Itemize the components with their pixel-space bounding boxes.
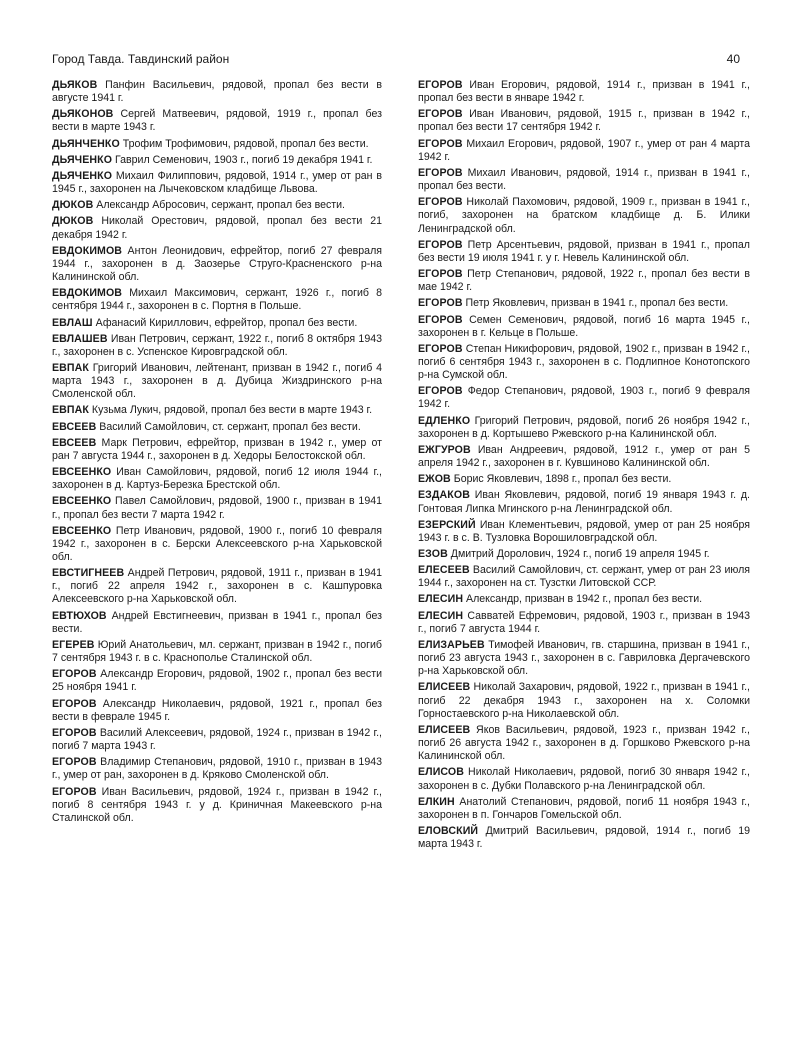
entry-details: Петр Яковлевич, призван в 1941 г., пропал без вести. — [462, 297, 729, 310]
entry-details: Семен Семенович, рядовой, погиб 16 марта 1945 г., захоронен в г. Кельце в Польше. — [418, 313, 750, 339]
entry-details: Гаврил Семенович, 1903 г., погиб 19 декабря 1941 г. — [112, 153, 373, 166]
entry-details: Петр Арсентьевич, рядовой, призван в 1941 г., пропал без вести 19 июля 1941 г. у г. Невель Калининской обл. — [418, 238, 750, 264]
list-item — [418, 138, 750, 164]
entry-surname: ЕЛЕСИН — [418, 593, 464, 606]
entry-surname: ЕЛЕСИН — [418, 609, 464, 622]
page-number: 40 — [726, 52, 740, 66]
entry-surname: ЕВСЕЕНКО — [52, 495, 112, 508]
list-item — [418, 297, 750, 310]
list-item — [52, 437, 382, 463]
entry-surname: ЕЛИЗАРЬЕВ — [418, 638, 485, 651]
entry-details: Дмитрий Васильевич, рядовой, 1914 г., погиб 19 марта 1943 г. — [418, 824, 750, 851]
entry-surname: ЕГЕРЕВ — [52, 638, 95, 651]
list-item — [418, 385, 750, 411]
list-item — [52, 404, 382, 417]
list-item — [418, 415, 750, 441]
entry-surname: ЕГОРОВ — [52, 668, 97, 681]
entry-details: Иван Петрович, сержант, 1922 г., погиб 8 октября 1943 г., захоронен в с. Успенское Кировградской обл. — [52, 332, 382, 358]
entry-details: Александр Николаевич, рядовой, 1921 г., пропал без вести в феврале 1945 г. — [52, 697, 382, 723]
entry-surname: ЕДЛЕНКО — [418, 414, 471, 427]
list-item — [52, 639, 382, 665]
entry-details: Александр Егорович, рядовой, 1902 г., пропал без вести 25 ноября 1941 г. — [52, 668, 382, 694]
entry-surname: ЕВСТИГНЕЕВ — [52, 567, 125, 580]
entry-surname: ЕВСЕЕВ — [52, 436, 97, 449]
list-item — [52, 756, 382, 782]
entry-details: Иван Яковлевич, рядовой, погиб 19 января 1943 г. д. Гонтовая Липка Мгинского р-на Ленинградской обл. — [418, 489, 750, 515]
list-item — [418, 167, 750, 193]
list-item — [52, 138, 382, 151]
list-item — [52, 525, 382, 564]
entry-surname: ЕЗЕРСКИЙ — [418, 518, 476, 531]
entry-surname: ЕВЛАШЕВ — [52, 332, 108, 345]
entry-details: Савватей Ефремович, рядовой, 1903 г., призван в 1943 г., погиб 7 августа 1944 г. — [418, 609, 750, 635]
list-item — [418, 796, 750, 822]
list-item — [52, 495, 382, 521]
entry-details: Трофим Трофимович, рядовой, пропал без вести. — [119, 137, 369, 150]
entry-details: Михаил Филиппович, рядовой, 1914 г., умер от ран в 1945 г., захоронен на Лычековском кладбище Львова. — [52, 169, 382, 196]
entry-surname: ЕВСЕЕНКО — [52, 524, 112, 537]
list-item — [418, 564, 750, 590]
list-item — [52, 362, 382, 401]
entry-details: Кузьма Лукич, рядовой, пропал без вести в марте 1943 г. — [88, 404, 373, 417]
entry-surname: ЕГОРОВ — [418, 238, 463, 251]
entry-surname: ЕВЛАШ — [52, 316, 93, 329]
entry-surname: ЕЛИСОВ — [418, 766, 464, 779]
entry-details: Марк Петрович, ефрейтор, призван в 1942 г., умер от ран 7 августа 1944 г., захоронен в д. Хедоры Белостокской обл. — [52, 436, 382, 462]
list-item — [418, 519, 750, 545]
list-item — [52, 154, 382, 167]
entry-details: Александр Абросович, сержант, пропал без вести. — [93, 199, 345, 212]
list-item — [418, 444, 750, 470]
list-item — [418, 79, 750, 105]
entry-surname: ЕГОРОВ — [418, 166, 463, 179]
entry-surname: ДЬЯКОВ — [52, 79, 98, 91]
entry-details: Яков Васильевич, рядовой, 1923 г., призван 1942 г., погиб 26 августа 1942 г., захоронен в д. Горшково Ржевского р-на Калининской обл. — [418, 723, 750, 763]
list-item — [418, 314, 750, 340]
list-item — [52, 727, 382, 753]
entry-surname: ЕВСЕЕВ — [52, 420, 97, 433]
entry-details: Иван Иванович, рядовой, 1915 г., призван в 1942 г., пропал без вести 17 сентября 1942 г. — [418, 108, 750, 134]
entry-details: Иван Васильевич, рядовой, 1924 г., призван в 1942 г., погиб 8 сентября 1943 г. у д. Криничная Макеевского р-на Сталинской обл. — [52, 785, 382, 824]
entry-surname: ЕГОРОВ — [418, 79, 463, 91]
entry-surname: ЕЛОВСКИЙ — [418, 824, 479, 837]
list-item — [418, 343, 750, 382]
entry-surname: ЕЗДАКОВ — [418, 489, 470, 502]
entry-details: Иван Андреевич, рядовой, 1912 г., умер от ран 5 апреля 1942 г., захоронен в г. Кувшиново Калининской обл. — [418, 443, 750, 470]
entry-details: Тимофей Иванович, гв. старшина, призван в 1941 г., погиб 23 августа 1943 г., захоронен в с. Гавриловка Дергачевского р-на Харьковской обл. — [418, 638, 750, 678]
entry-surname: ЕГОРОВ — [418, 342, 463, 355]
entry-details: Николай Пахомович, рядовой, 1909 г., призван в 1941 г., погиб, захоронен на братском кладбище д. Б. Илики Ленинградской обл. — [418, 196, 750, 235]
entry-surname: ЕГОРОВ — [52, 785, 97, 798]
entry-details: Федор Степанович, рядовой, 1903 г., погиб 9 февраля 1942 г. — [418, 385, 750, 411]
running-title: Город Тавда. Тавдинский район — [52, 52, 230, 66]
entry-details: Григорий Петрович, рядовой, погиб 26 ноября 1942 г., захоронен в д. Кортышево Ржевского р-на Калининской обл. — [418, 414, 750, 440]
entry-surname: ДЬЯКОНОВ — [52, 108, 114, 121]
entry-surname: ЕВСЕЕНКО — [52, 466, 112, 479]
entry-surname: ЕГОРОВ — [418, 137, 463, 150]
entry-surname: ЕГОРОВ — [418, 385, 463, 398]
list-item — [52, 567, 382, 606]
list-item — [52, 698, 382, 724]
entry-details: Николай Орестович, рядовой, пропал без вести 21 декабря 1942 г. — [52, 215, 382, 241]
entry-surname: ЕВПАК — [52, 404, 89, 417]
list-item — [52, 245, 382, 284]
entry-surname: ЕЗОВ — [418, 548, 448, 560]
list-item — [418, 239, 750, 265]
entry-details: Василий Самойлович, ст. сержант, пропал без вести. — [96, 420, 361, 433]
entry-details: Юрий Анатольевич, мл. сержант, призван в 1942 г., погиб 7 сентября 1943 г. в с. Краснополье Сталинской обл. — [52, 638, 382, 665]
entry-surname: ДЮКОВ — [52, 215, 94, 228]
list-item — [52, 333, 382, 359]
list-item — [52, 215, 382, 241]
list-item — [52, 786, 382, 825]
page-header — [52, 52, 748, 68]
entry-surname: ЕЛКИН — [418, 795, 455, 808]
list-item — [418, 548, 750, 561]
entry-details: Михаил Максимович, сержант, 1926 г., погиб 8 сентября 1944 г., захоронен в с. Портня в Польше. — [52, 287, 382, 313]
entry-details: Петр Степанович, рядовой, 1922 г., пропал без вести в мае 1942 г. — [418, 268, 750, 294]
list-item — [418, 610, 750, 636]
entry-surname: ЕГОРОВ — [418, 196, 463, 209]
entry-surname: ЕЛИСЕЕВ — [418, 723, 471, 736]
list-item — [418, 639, 750, 678]
entry-surname: ЕГОРОВ — [418, 108, 463, 121]
entry-details: Павел Самойлович, рядовой, 1900 г., призван в 1941 г., пропал без вести 7 марта 1942 г. — [52, 495, 382, 521]
entry-details: Иван Клементьевич, рядовой, умер от ран 25 ноября 1943 г. в с. В. Тузловка Ворошиловградской обл. — [418, 518, 750, 544]
entry-surname: ЕЖГУРОВ — [418, 443, 471, 456]
entry-details: Афанасий Кириллович, ефрейтор, пропал без вести. — [92, 316, 358, 329]
entry-surname: ЕВДОКИМОВ — [52, 287, 123, 300]
entry-surname: ДЬЯЧЕНКО — [52, 169, 113, 182]
list-item — [418, 108, 750, 134]
entry-surname: ЕГОРОВ — [418, 297, 463, 310]
entry-details: Михаил Егорович, рядовой, 1907 г., умер от ран 4 марта 1942 г. — [418, 137, 750, 163]
list-item — [52, 199, 382, 212]
list-item — [418, 825, 750, 851]
entry-surname: ЕГОРОВ — [52, 756, 97, 769]
list-item — [52, 170, 382, 196]
right-column — [418, 79, 750, 854]
entry-details: Андрей Петрович, рядовой, 1911 г., призван в 1941 г., погиб 22 апреля 1942 г., захоронен в с. Кашпуровка Алексеевского р-на Харьковской обл. — [52, 567, 382, 606]
list-item — [52, 317, 382, 330]
entry-details: Дмитрий Доролович, 1924 г., погиб 19 апреля 1945 г. — [447, 548, 710, 560]
entry-details: Владимир Степанович, рядовой, 1910 г., призван в 1943 г., умер от ран, захоронен в д. Кряково Смоленской обл. — [52, 756, 382, 782]
entry-details: Петр Иванович, рядовой, 1900 г., погиб 10 февраля 1942 г., захоронен в с. Берски Алексеевского р-на Харьковской обл. — [52, 524, 382, 563]
entry-surname: ЕЖОВ — [418, 473, 451, 486]
list-item — [52, 287, 382, 313]
entry-details: Анатолий Степанович, рядовой, погиб 11 ноября 1943 г., захоронен в п. Гончаров Гомельской обл. — [418, 795, 750, 821]
list-item — [52, 108, 382, 134]
list-item — [52, 79, 382, 105]
entry-surname: ЕВТЮХОВ — [52, 609, 107, 622]
entry-surname: ЕГОРОВ — [52, 726, 97, 739]
entry-details: Борис Яковлевич, 1898 г., пропал без вести. — [450, 473, 672, 486]
entry-surname: ЕВПАК — [52, 361, 89, 374]
list-item — [418, 766, 750, 792]
list-item — [52, 668, 382, 694]
entry-surname: ЕГОРОВ — [52, 697, 97, 710]
entry-details: Николай Захарович, рядовой, 1922 г., призван в 1941 г., погиб 22 декабря 1943 г., захоронен на х. Соломки Горностаевского р-на Николаевской обл. — [418, 681, 750, 720]
entry-details: Панфин Васильевич, рядовой, пропал без вести в августе 1941 г. — [52, 79, 382, 105]
list-item — [418, 473, 750, 486]
entry-details: Степан Никифорович, рядовой, 1902 г., призван в 1942 г., погиб 6 сентября 1943 г., захоронен в с. Подлипное Конотопского р-на Сумской обл. — [418, 342, 750, 382]
entry-details: Николай Николаевич, рядовой, погиб 30 января 1942 г., захоронен в с. Дубки Полавского р-на Ленинградской обл. — [418, 766, 750, 792]
entry-details: Григорий Иванович, лейтенант, призван в 1942 г., погиб 4 марта 1943 г., захоронен в д. Дубица Жиздринского р-на Смоленской обл. — [52, 361, 382, 401]
entry-details: Антон Леонидович, ефрейтор, погиб 27 февраля 1944 г., захоронен в д. Заозерье Струго-Красненского р-на Калининской обл. — [52, 244, 382, 284]
left-column — [52, 79, 382, 828]
entry-surname: ДЮКОВ — [52, 199, 94, 212]
list-item — [52, 421, 382, 434]
entry-details: Александр, призван в 1942 г., пропал без вести. — [463, 593, 703, 606]
entry-details: Андрей Евстигнеевич, призван в 1941 г., пропал без вести. — [52, 609, 382, 635]
entry-details: Василий Алексеевич, рядовой, 1924 г., призван в 1942 г., погиб 7 марта 1943 г. — [52, 726, 382, 753]
list-item — [418, 196, 750, 235]
entry-details: Иван Егорович, рядовой, 1914 г., призван в 1941 г., пропал без вести в январе 1942 г. — [418, 79, 750, 105]
entry-surname: ЕГОРОВ — [418, 313, 463, 326]
entry-surname: ЕВДОКИМОВ — [52, 244, 123, 257]
entry-surname: ДЬЯЧЕНКО — [52, 153, 113, 166]
entry-details: Иван Самойлович, рядовой, погиб 12 июля 1944 г., захоронен в д. Картуз-Березка Брестской обл. — [52, 466, 382, 492]
list-item — [52, 610, 382, 636]
list-item — [418, 489, 750, 515]
list-item — [418, 268, 750, 294]
entry-surname: ЕЛИСЕЕВ — [418, 681, 471, 694]
entry-surname: ЕЛЕСЕЕВ — [418, 564, 470, 577]
entry-surname: ЕГОРОВ — [418, 268, 463, 281]
entry-surname: ДЬЯНЧЕНКО — [52, 137, 120, 150]
list-item — [418, 681, 750, 720]
entry-details: Сергей Матвеевич, рядовой, 1919 г., пропал без вести в марте 1943 г. — [52, 108, 382, 134]
list-item — [418, 593, 750, 606]
list-item — [418, 724, 750, 763]
entry-details: Василий Самойлович, ст. сержант, умер от ран 23 июля 1944 г., захоронен на ст. Тузстки Литовской ССР. — [418, 564, 750, 590]
list-item — [52, 466, 382, 492]
entry-details: Михаил Иванович, рядовой, 1914 г., призван в 1941 г., пропал без вести. — [418, 166, 750, 193]
